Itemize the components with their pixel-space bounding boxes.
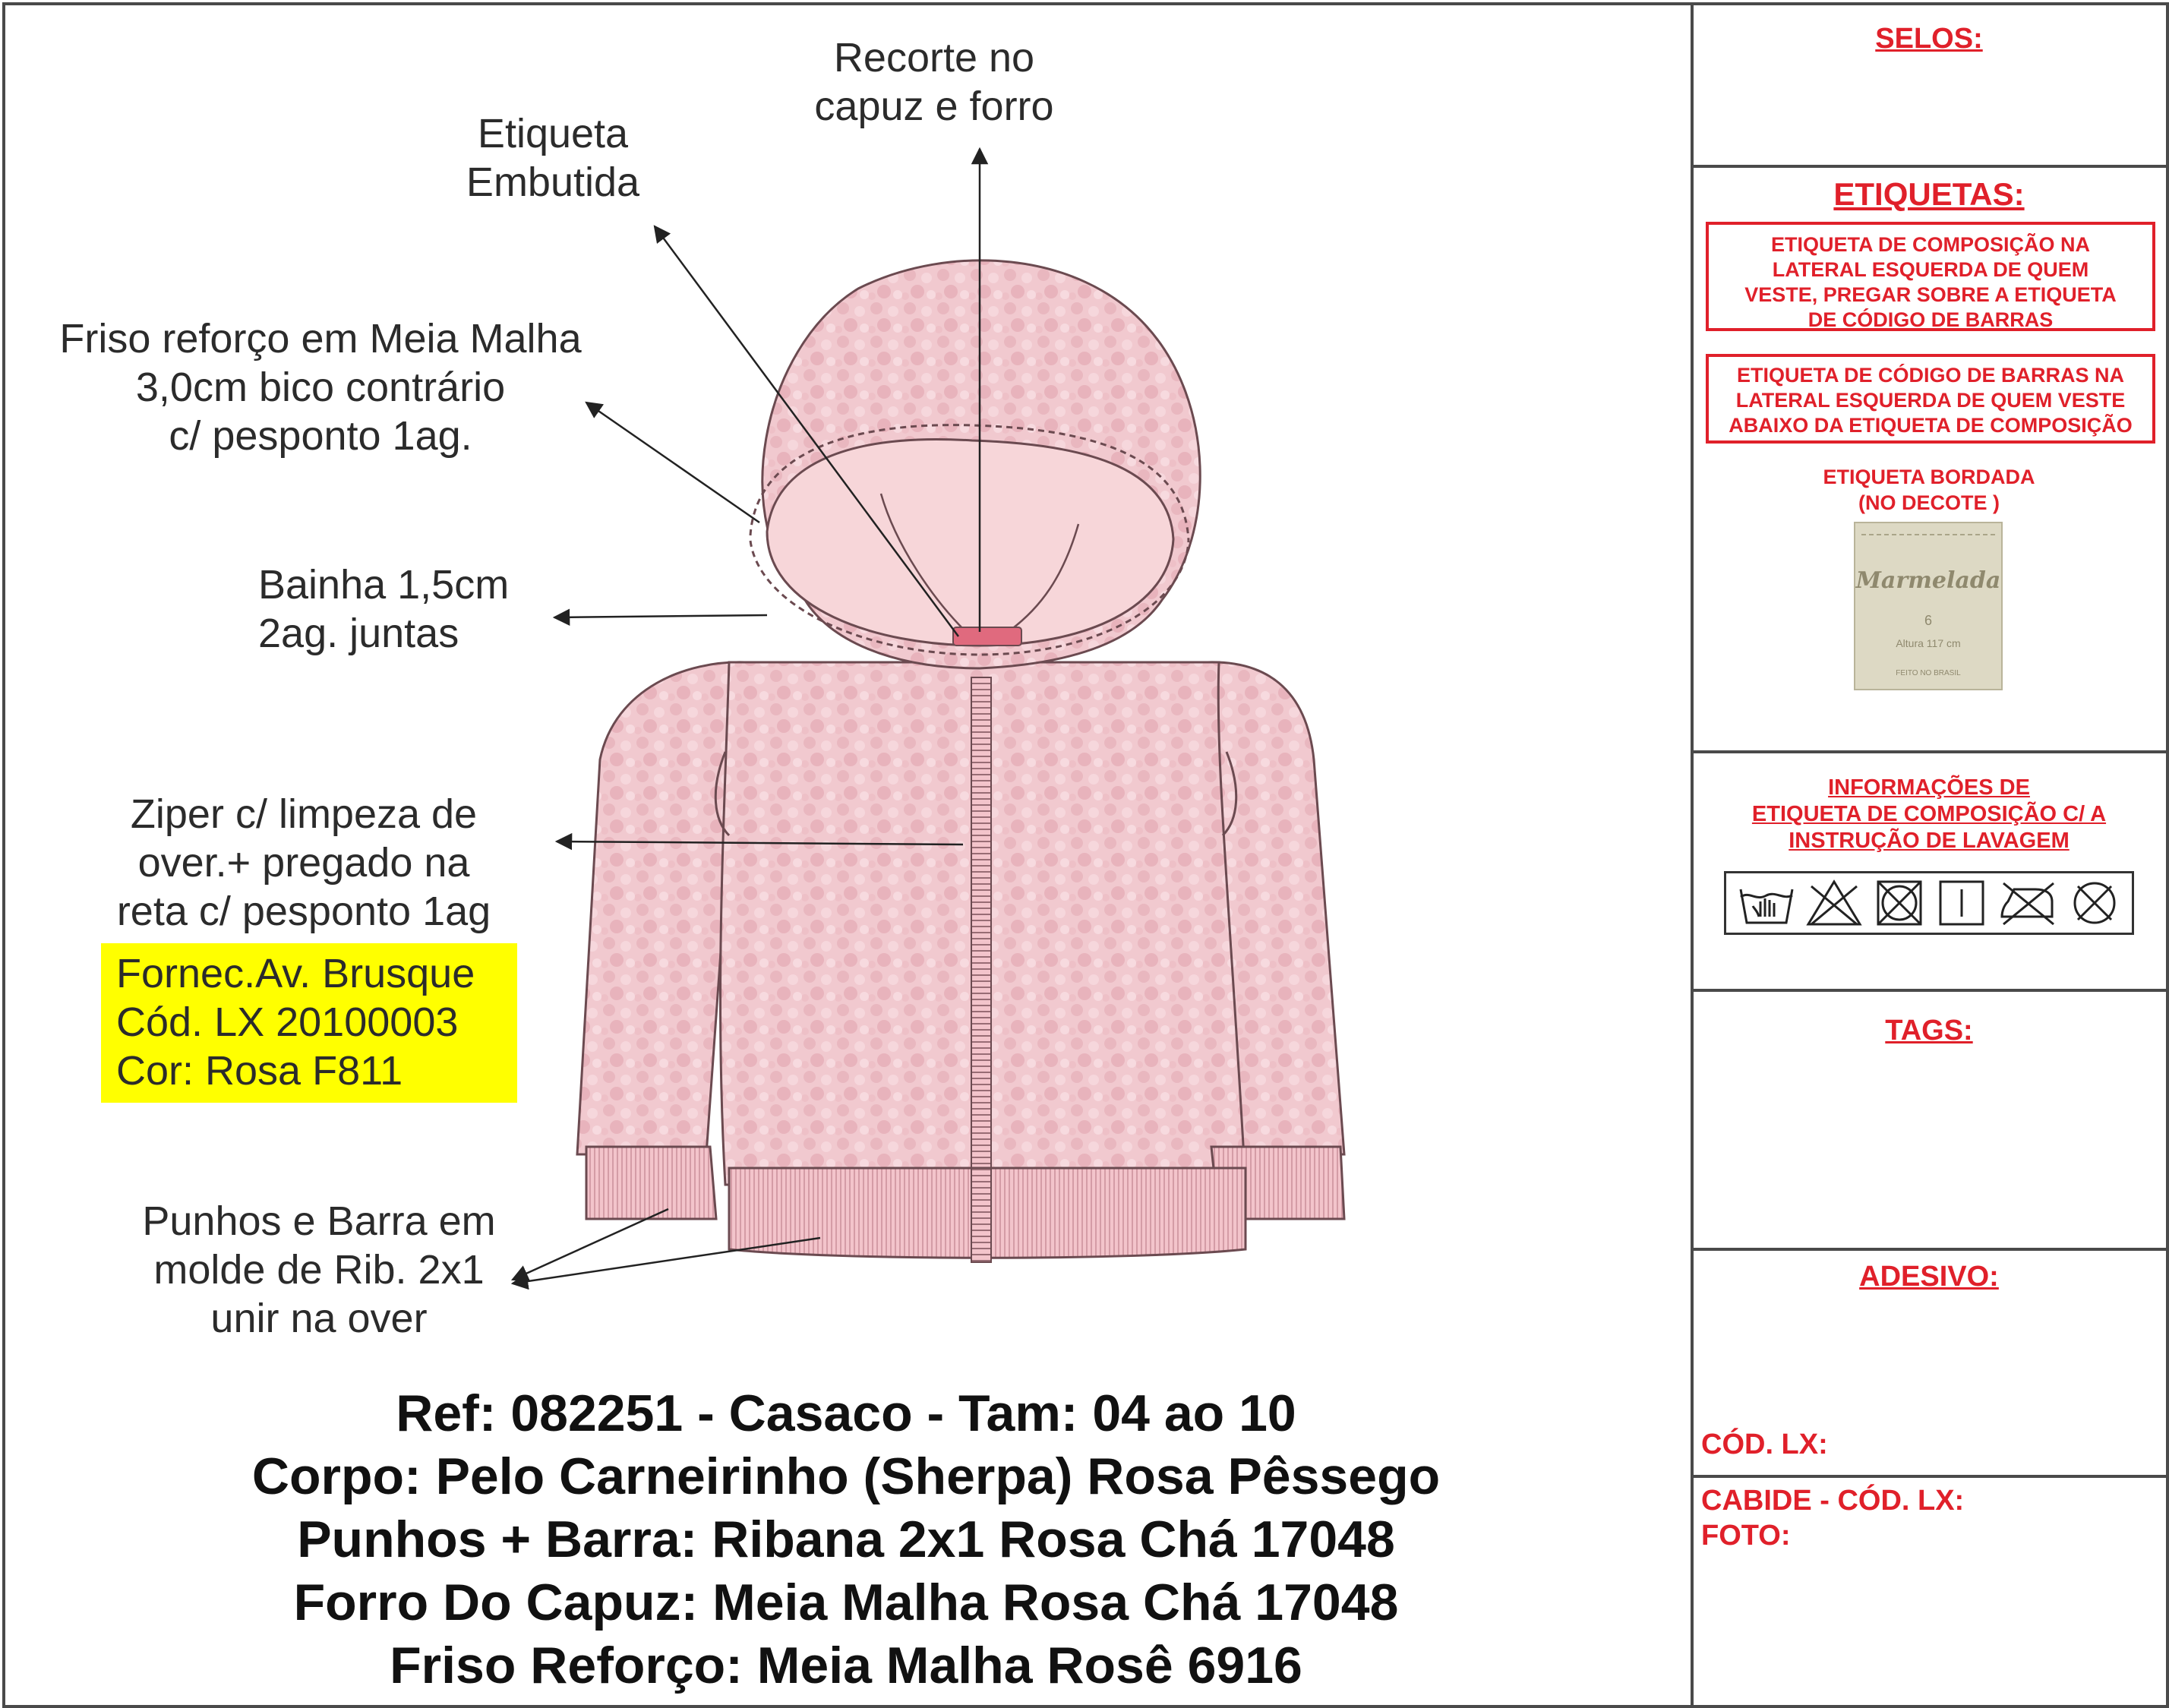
supplier-highlight: Fornec.Av. Brusque Cód. LX 20100003 Cor: Rosa F811 <box>101 943 517 1103</box>
section-divider <box>1692 1248 2166 1251</box>
spec-ref: Ref: 082251 - Casaco - Tam: 04 ao 10 <box>396 1384 1296 1442</box>
no-tumble-dry-icon <box>1874 879 1925 927</box>
label-height: Altura 117 cm <box>1896 637 1961 649</box>
no-iron-icon <box>1997 879 2058 927</box>
spec-hood-lining: Forro Do Capuz: Meia Malha Rosa Chá 17048 <box>293 1574 1399 1631</box>
no-dry-clean-icon <box>2069 879 2120 927</box>
selos-title: SELOS: <box>1875 23 1983 55</box>
label-footer: FEITO NO BRASIL <box>1896 669 1961 677</box>
tags-title: TAGS: <box>1885 1015 1973 1047</box>
hand-wash-icon <box>1738 879 1795 927</box>
spec-body: Corpo: Pelo Carneirinho (Sherpa) Rosa Pêssego <box>251 1448 1441 1505</box>
left-cuff <box>586 1147 716 1219</box>
barcode-label-note: ETIQUETA DE CÓDIGO DE BARRAS NA LATERAL ESQUERDA DE QUEM VESTE ABAIXO DA ETIQUETA DE COMPOSIÇÃO <box>1706 354 2155 444</box>
etiquetas-title: ETIQUETAS: <box>1833 176 2025 212</box>
hood-lining <box>767 440 1173 646</box>
no-bleach-icon <box>1805 879 1863 927</box>
spec-friso: Friso Reforço: Meia Malha Rosê 6916 <box>390 1637 1302 1694</box>
section-divider <box>1692 1475 2166 1478</box>
label-size: 6 <box>1924 613 1932 628</box>
friso-patch <box>953 627 1021 646</box>
left-sleeve <box>577 662 744 1154</box>
spec-cuffs: Punhos + Barra: Ribana 2x1 Rosa Chá 17048 <box>297 1511 1395 1568</box>
callout-punhos: Punhos e Barra em molde de Rib. 2x1 unir na over <box>142 1198 496 1341</box>
embroidered-label <box>1854 522 2003 690</box>
section-divider <box>1692 750 2166 753</box>
care-symbols <box>1724 871 2134 935</box>
adesivo-title: ADESIVO: <box>1859 1261 1999 1293</box>
care-title: INFORMAÇÕES DE ETIQUETA DE COMPOSIÇÃO C/ A INSTRUÇÃO DE LAVAGEM <box>1751 775 2107 853</box>
foto-label: FOTO: <box>1701 1520 1791 1552</box>
line-dry-icon <box>1936 879 1987 927</box>
section-divider <box>1692 165 2166 168</box>
section-divider <box>1692 989 2166 992</box>
composition-label-note: ETIQUETA DE COMPOSIÇÃO NA LATERAL ESQUERDA DE QUEM VESTE, PREGAR SOBRE A ETIQUETA DE CÓDIGO DE BARRAS <box>1706 222 2155 331</box>
callout-recorte: Recorte no capuz e forro <box>814 35 1054 129</box>
callout-etiqueta: Etiqueta Embutida <box>466 111 640 205</box>
callout-ziper: Ziper c/ limpeza de over.+ pregado na reta c/ pesponto 1ag <box>116 791 491 934</box>
label-brand: Marmelada <box>1855 567 2001 594</box>
callout-bainha: Bainha 1,5cm 2ag. juntas <box>258 562 510 656</box>
callout-friso: Friso reforço em Meia Malha 3,0cm bico contrário c/ pesponto 1ag. <box>59 316 582 459</box>
cabide-label: CABIDE - CÓD. LX: <box>1701 1485 1965 1517</box>
embroidered-label-title: ETIQUETA BORDADA (NO DECOTE ) <box>1823 466 2035 514</box>
cod-lx-label: CÓD. LX: <box>1701 1429 1828 1460</box>
